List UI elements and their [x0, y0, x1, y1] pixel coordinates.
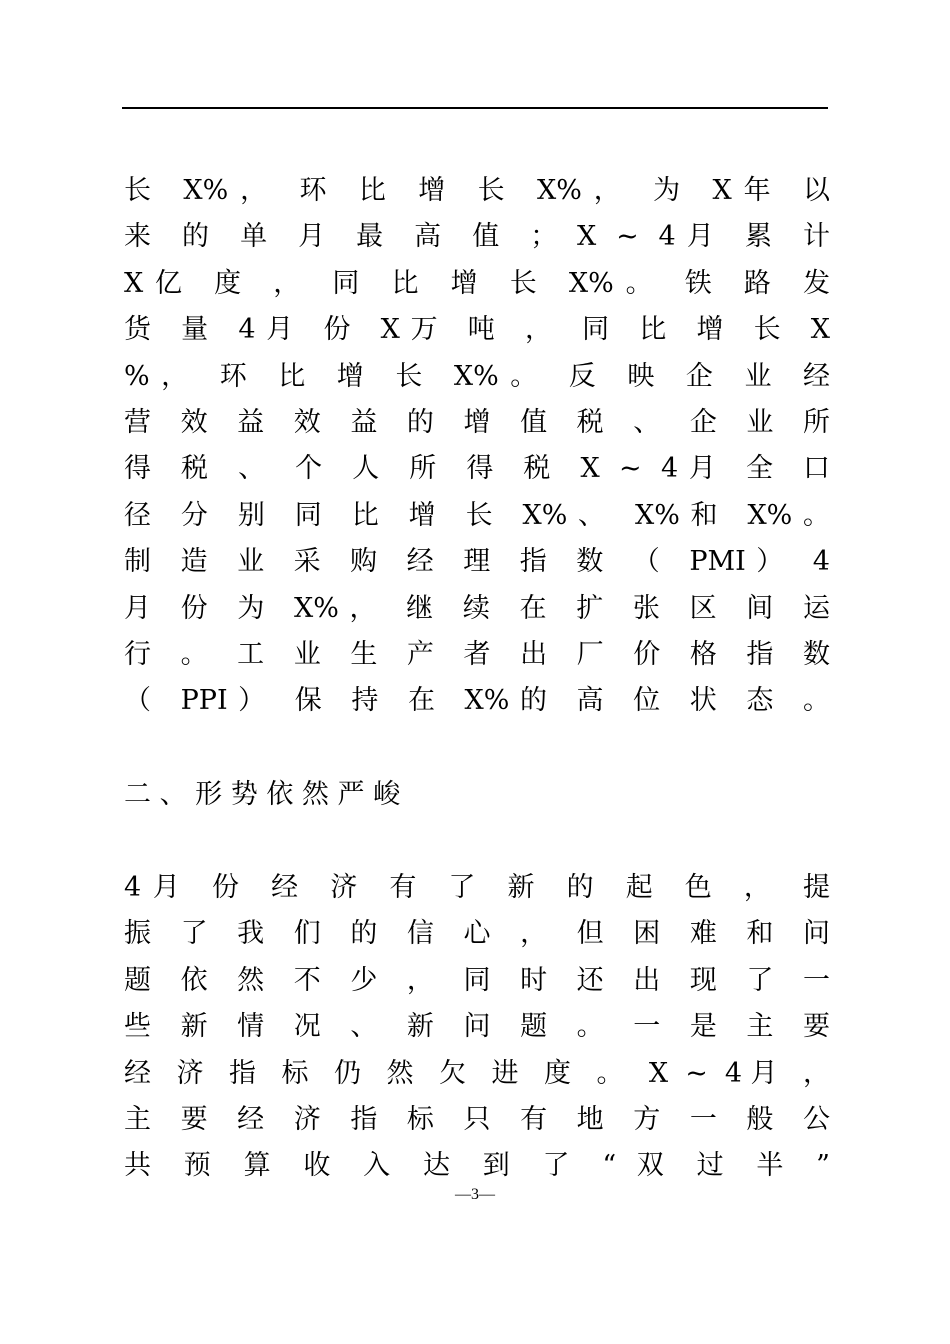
page-number: —3—: [455, 1186, 495, 1203]
body-text: [124, 168, 830, 1190]
paragraph-line: 行 。 工 业 生 产 者 出 厂 价 格 指 数: [124, 638, 830, 670]
paragraph-line: 4月 份 经 济 有 了 新 的 起 色 ， 提: [124, 872, 830, 904]
paragraph-line: 得 税 、 个 人 所 得 税 X ~ 4月 全 口: [124, 453, 830, 485]
section-heading: 二 、 形 势 依 然 严 峻: [124, 778, 401, 810]
paragraph-line: 主 要 经 济 指 标 只 有 地 方 一 般 公: [124, 1104, 830, 1136]
paragraph-line: 些 新 情 况 、 新 问 题 。 一 是 主 要: [124, 1011, 830, 1043]
paragraph-line: X亿 度 ， 同 比 增 长 X%。 铁 路 发: [124, 267, 830, 299]
paragraph-line: 径 分 别 同 比 增 长 X%、 X%和 X%。: [124, 499, 830, 531]
paragraph-line: 货 量 4月 份 X万 吨 ， 同 比 增 长 X: [124, 314, 830, 346]
paragraph-line: （ PPI） 保 持 在 X%的 高 位 状 态 。: [124, 685, 830, 717]
paragraph-gap: [124, 818, 830, 865]
paragraph-line: 月 份 为 X%， 继 续 在 扩 张 区 间 运: [124, 592, 830, 624]
paragraph-line: 振 了 我 们 的 信 心 ， 但 困 难 和 问: [124, 918, 830, 950]
paragraph-line: 长 X%， 环 比 增 长 X%， 为 X年 以: [124, 175, 830, 206]
paragraph-gap: [124, 725, 830, 772]
paragraph-line: 制 造 业 采 购 经 理 指 数 （ PMI） 4: [124, 546, 830, 578]
paragraph-line: 题 依 然 不 少 ， 同 时 还 出 现 了 一: [124, 964, 830, 996]
paragraph-line: 共 预 算 收 入 达 到 了 “ 双 过 半 ”: [124, 1150, 830, 1182]
header-rule: [122, 107, 828, 109]
paragraph-line: 来 的 单 月 最 高 值 ； X ~ 4月 累 计: [124, 221, 830, 253]
paragraph-line: 营 效 益 效 益 的 增 值 税 、 企 业 所: [124, 406, 830, 438]
paragraph-line: 经 济 指 标 仍 然 欠 进 度 。 X ~ 4月 ，: [124, 1057, 830, 1089]
paragraph-line: %， 环 比 增 长 X%。 反 映 企 业 经: [124, 360, 830, 392]
